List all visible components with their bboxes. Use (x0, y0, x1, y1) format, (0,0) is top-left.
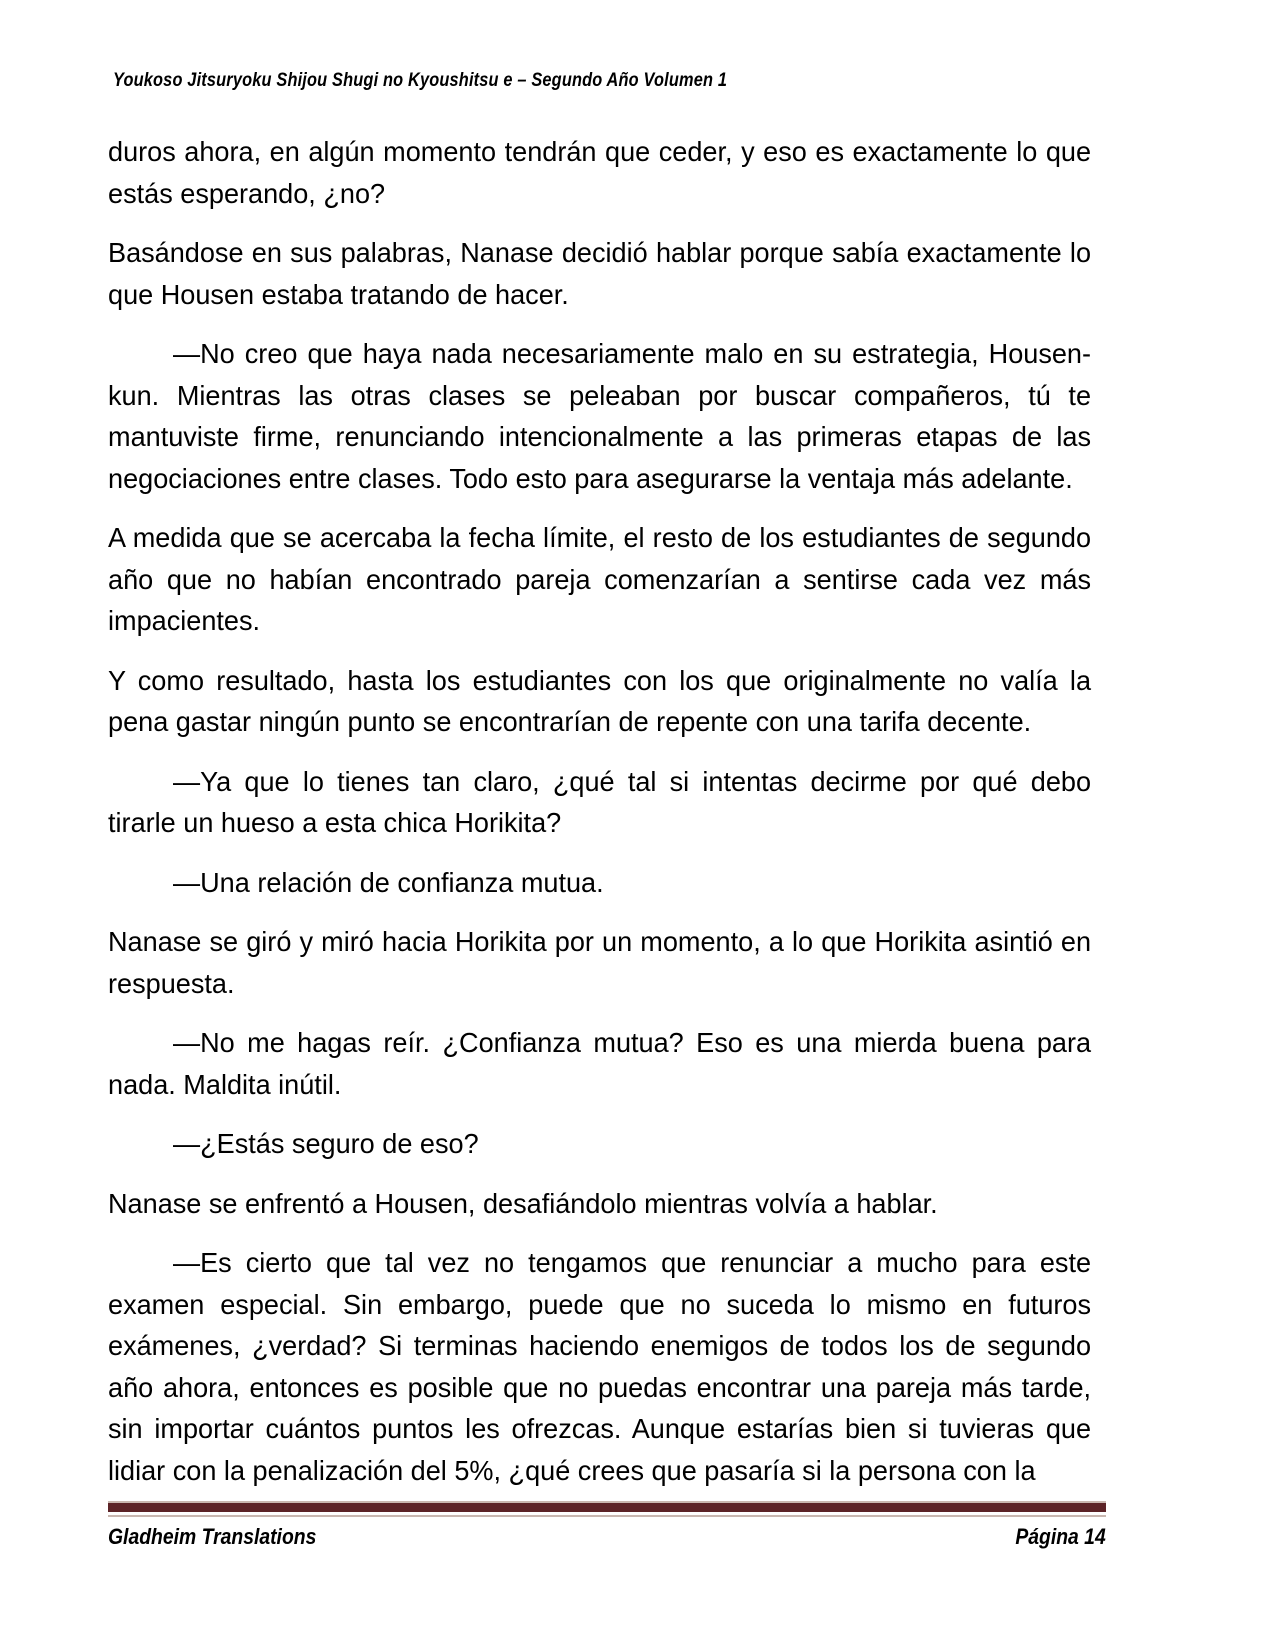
body-paragraph: Basándose en sus palabras, Nanase decidió hablar porque sabía exactamente lo que Housen estaba tratando de hacer. (108, 237, 1092, 310)
body-paragraph: A medida que se acercaba la fecha límite, el resto de los estudiantes de segundo año que no habían encontrado pareja comenzarían a sentirse cada vez más impacientes. (108, 522, 1092, 636)
body-paragraph: duros ahora, en algún momento tendrán que ceder, y eso es exactamente lo que estás esperando, ¿no? (108, 136, 1092, 209)
document-body (108, 131, 1106, 1491)
body-paragraph: Nanase se enfrentó a Housen, desafiándolo mientras volvía a hablar. (108, 1187, 938, 1219)
footer-rule-bottom-line (108, 1515, 1106, 1517)
dialogue-paragraph: —No creo que haya nada necesariamente malo en su estrategia, Housen-kun. Mientras las otras clases se peleaban por buscar compañeros, tú te mantuviste firme, renunciando intencionalmente a las primeras etapas de las negociaciones entre clases. Todo esto para asegurarse la ventaja más adelante. (108, 338, 1092, 494)
footer-translator-credit: Gladheim Translations (108, 1524, 317, 1549)
dialogue-paragraph: —Es cierto que tal vez no tengamos que renunciar a mucho para este examen especial. Sin embargo, puede que no suceda lo mismo en futuros exámenes, ¿verdad? Si terminas haciendo enemigos de todos los de segundo año ahora, entonces es posible que no puedas encontrar una pareja más tarde, sin importar cuántos puntos les ofrezcas. Aunque estarías bien si tuvieras que lidiar con la penalización del 5%, ¿qué crees que pasaría si la persona con la (108, 1247, 1092, 1486)
footer-divider (108, 1501, 1106, 1521)
body-paragraph: Nanase se giró y miró hacia Horikita por un momento, a lo que Horikita asintió en respuesta. (108, 926, 1092, 999)
header-title: Youkoso Jitsuryoku Shijou Shugi no Kyoushitsu e – Segundo Año Volumen 1 (113, 70, 728, 91)
dialogue-paragraph: —Una relación de confianza mutua. (173, 866, 604, 898)
footer-rule-thick-bar (108, 1503, 1106, 1512)
body-paragraph: Y como resultado, hasta los estudiantes con los que originalmente no valía la pena gastar ningún punto se encontrarían de repente con una tarifa decente. (108, 664, 1092, 737)
dialogue-paragraph: —Ya que lo tienes tan claro, ¿qué tal si intentas decirme por qué debo tirarle un hueso a esta chica Horikita? (108, 765, 1092, 838)
dialogue-paragraph: —No me hagas reír. ¿Confianza mutua? Eso es una mierda buena para nada. Maldita inútil. (108, 1027, 1092, 1100)
page-header (113, 70, 1113, 100)
page-footer (108, 1524, 1106, 1558)
dialogue-paragraph: —¿Estás seguro de eso? (173, 1128, 479, 1159)
footer-page-number: Página 14 (1015, 1524, 1106, 1549)
